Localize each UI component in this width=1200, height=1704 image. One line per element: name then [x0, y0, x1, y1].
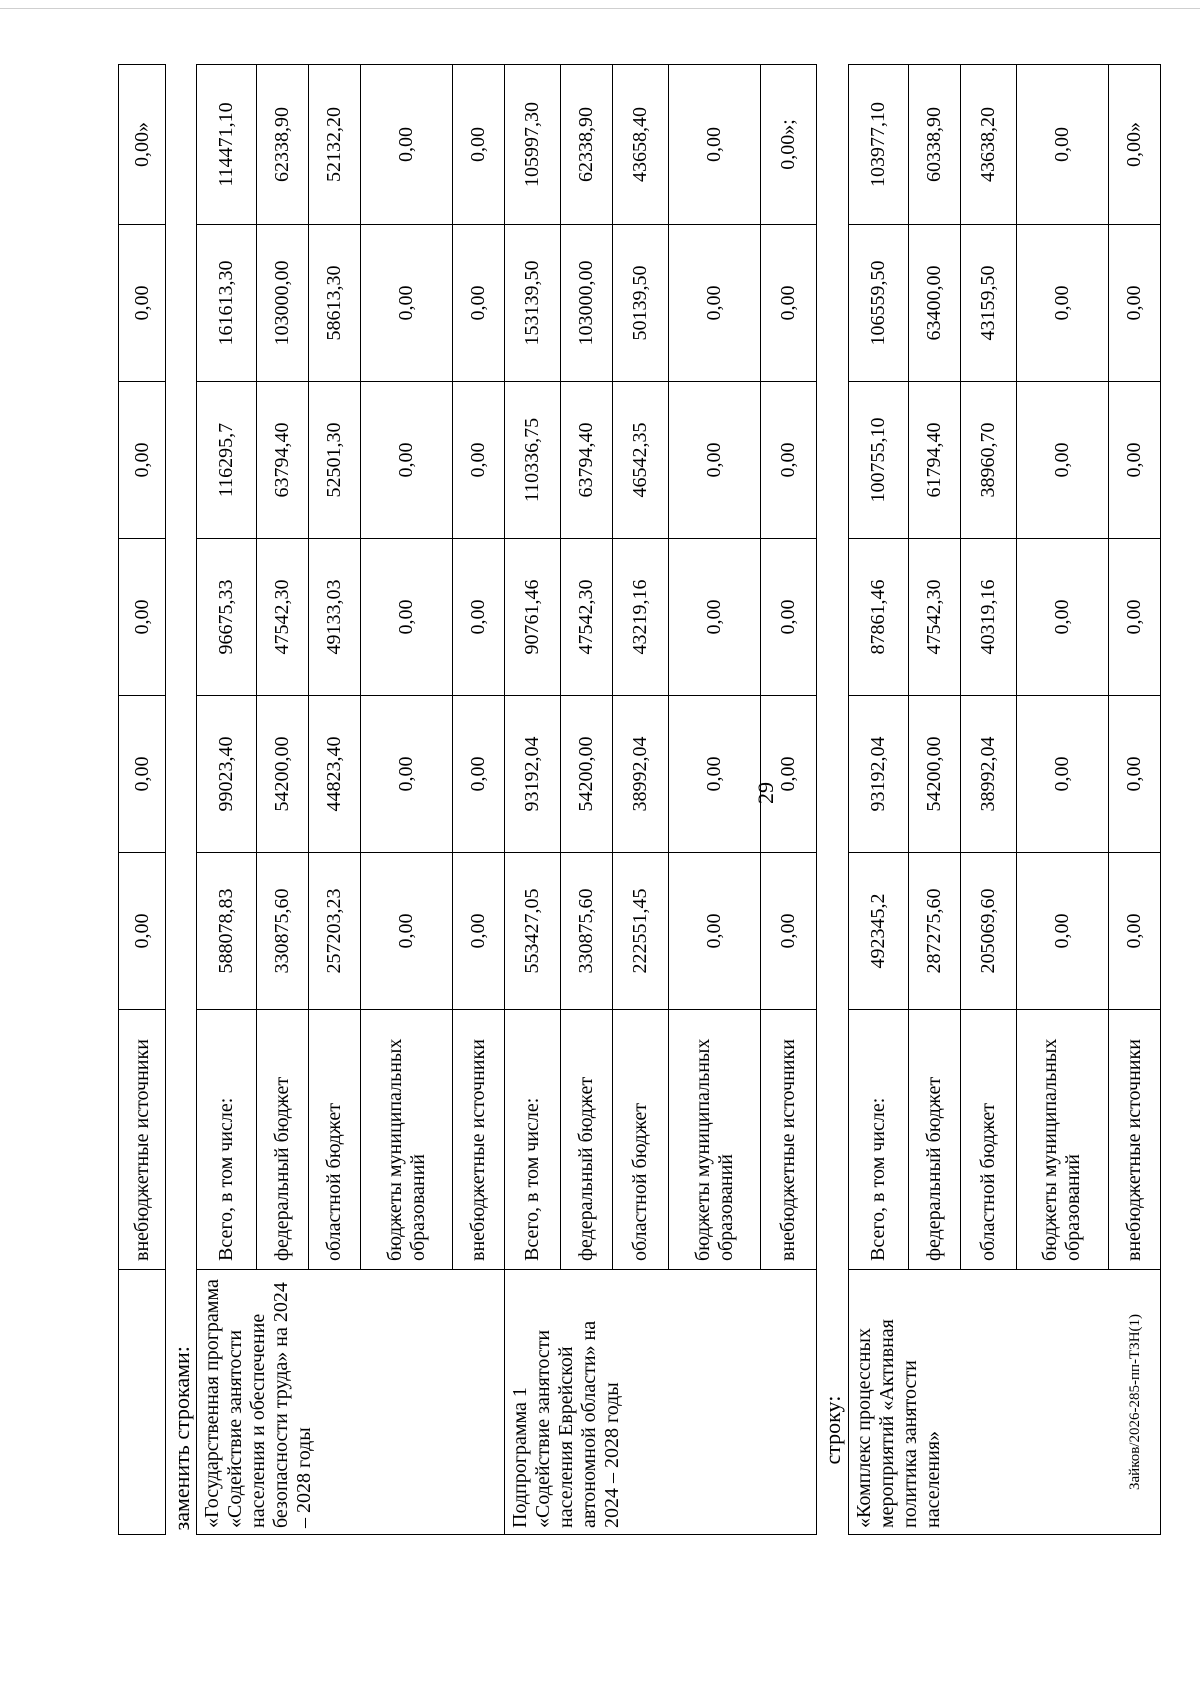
table-row: [848, 65, 908, 1535]
value-cell: 0,00: [453, 539, 505, 696]
value-cell: 43219,16: [613, 539, 669, 696]
value-cell: 0,00: [361, 696, 453, 853]
value-cell: 0,00: [669, 539, 761, 696]
value-cell: 287275,60: [908, 853, 960, 1010]
value-cell: 54200,00: [908, 696, 960, 853]
value-cell: 62338,90: [257, 65, 309, 225]
value-cell: 62338,90: [561, 65, 613, 225]
source-cell: бюджеты муниципальных образований: [669, 1010, 761, 1270]
value-cell: 0,00: [669, 225, 761, 382]
value-cell: 0,00: [453, 382, 505, 539]
source-cell: областной бюджет: [613, 1010, 669, 1270]
source-cell: областной бюджет: [309, 1010, 361, 1270]
value-cell: 103000,00: [257, 225, 309, 382]
source-cell: Всего, в том числе:: [848, 1010, 908, 1270]
source-cell: Всего, в том числе:: [505, 1010, 561, 1270]
value-cell: 63794,40: [257, 382, 309, 539]
value-cell: 0,00: [1108, 696, 1160, 853]
source-cell: федеральный бюджет: [257, 1010, 309, 1270]
value-cell: 0,00: [1108, 225, 1160, 382]
value-cell: 43658,40: [613, 65, 669, 225]
value-cell: 0,00: [361, 539, 453, 696]
value-cell: 0,00: [361, 65, 453, 225]
value-cell: 0,00: [361, 225, 453, 382]
value-cell: 114471,10: [197, 65, 257, 225]
value-cell: 47542,30: [257, 539, 309, 696]
value-cell: 0,00: [669, 696, 761, 853]
value-cell: 161613,30: [197, 225, 257, 382]
value-cell: 106559,50: [848, 225, 908, 382]
value-cell: 0,00: [453, 65, 505, 225]
value-cell: 0,00: [119, 382, 166, 539]
value-cell: 553427,05: [505, 853, 561, 1010]
value-cell: 0,00: [119, 853, 166, 1010]
value-cell: 0,00»: [119, 65, 166, 225]
value-cell: 43638,20: [960, 65, 1016, 225]
source-cell: внебюджетные источники: [761, 1010, 817, 1270]
value-cell: 0,00: [453, 853, 505, 1010]
value-cell: 0,00: [1108, 539, 1160, 696]
value-cell: 0,00: [761, 853, 817, 1010]
value-cell: 99023,40: [197, 696, 257, 853]
value-cell: 93192,04: [848, 696, 908, 853]
table-row: [505, 65, 561, 1535]
section-label: строку:: [820, 1395, 846, 1465]
table-row: [197, 65, 257, 1535]
section-label: заменить строками:: [169, 1346, 194, 1531]
value-cell: 52132,20: [309, 65, 361, 225]
value-cell: 54200,00: [561, 696, 613, 853]
value-cell: 588078,83: [197, 853, 257, 1010]
value-cell: 0,00: [669, 382, 761, 539]
source-cell: федеральный бюджет: [908, 1010, 960, 1270]
value-cell: 61794,40: [908, 382, 960, 539]
section-label-row: [166, 65, 197, 1535]
source-cell: бюджеты муниципальных образований: [361, 1010, 453, 1270]
financing-table: [118, 64, 1161, 1535]
value-cell: 103000,00: [561, 225, 613, 382]
source-cell: Всего, в том числе:: [197, 1010, 257, 1270]
value-cell: 63400,00: [908, 225, 960, 382]
value-cell: 103977,10: [848, 65, 908, 225]
value-cell: 492345,2: [848, 853, 908, 1010]
value-cell: 0,00: [1016, 225, 1108, 382]
footer-document-code: Зайков/2026-285-пп-ТЗН(1): [1127, 1313, 1143, 1490]
value-cell: 0,00: [119, 225, 166, 382]
value-cell: 60338,90: [908, 65, 960, 225]
source-cell: внебюджетные источники: [1108, 1010, 1160, 1270]
program-title-cell: «Государственная программа «Содействие занятости населения и обеспечение безопасности труда» на 2024 – 2028 годы: [197, 1270, 505, 1535]
value-cell: 63794,40: [561, 382, 613, 539]
source-cell: внебюджетные источники: [119, 1010, 166, 1270]
value-cell: 90761,46: [505, 539, 561, 696]
value-cell: 52501,30: [309, 382, 361, 539]
value-cell: 38992,04: [960, 696, 1016, 853]
value-cell: 0,00: [453, 696, 505, 853]
value-cell: 0,00: [361, 853, 453, 1010]
empty-cell: [119, 1270, 166, 1535]
value-cell: 38992,04: [613, 696, 669, 853]
value-cell: 0,00»;: [761, 65, 817, 225]
value-cell: 105997,30: [505, 65, 561, 225]
section-label-row: [817, 65, 848, 1535]
source-cell: бюджеты муниципальных образований: [1016, 1010, 1108, 1270]
top-border-line: [0, 8, 1200, 9]
value-cell: 110336,75: [505, 382, 561, 539]
value-cell: 153139,50: [505, 225, 561, 382]
value-cell: 0,00: [1016, 853, 1108, 1010]
value-cell: 116295,7: [197, 382, 257, 539]
value-cell: 0,00: [1016, 382, 1108, 539]
value-cell: 44823,40: [309, 696, 361, 853]
value-cell: 58613,30: [309, 225, 361, 382]
value-cell: 0,00: [669, 65, 761, 225]
value-cell: 93192,04: [505, 696, 561, 853]
value-cell: 0,00: [1108, 382, 1160, 539]
value-cell: 257203,23: [309, 853, 361, 1010]
value-cell: 0,00: [1016, 539, 1108, 696]
value-cell: 0,00: [669, 853, 761, 1010]
value-cell: 50139,50: [613, 225, 669, 382]
value-cell: 0,00: [361, 382, 453, 539]
source-cell: федеральный бюджет: [561, 1010, 613, 1270]
value-cell: 40319,16: [960, 539, 1016, 696]
value-cell: 330875,60: [561, 853, 613, 1010]
value-cell: 0,00: [1108, 853, 1160, 1010]
source-cell: областной бюджет: [960, 1010, 1016, 1270]
program-title-cell: Подпрограмма 1 «Содействие занятости населения Еврейской автономной области» на 2024 – 2028 годы: [505, 1270, 817, 1535]
value-cell: 43159,50: [960, 225, 1016, 382]
value-cell: 100755,10: [848, 382, 908, 539]
value-cell: 38960,70: [960, 382, 1016, 539]
value-cell: 54200,00: [257, 696, 309, 853]
value-cell: 0,00: [1016, 65, 1108, 225]
program-title-cell: «Комплекс процессных мероприятий «Активная политика занятости населения»: [848, 1270, 1160, 1535]
value-cell: 330875,60: [257, 853, 309, 1010]
value-cell: 222551,45: [613, 853, 669, 1010]
value-cell: 0,00: [761, 539, 817, 696]
value-cell: 0,00: [761, 382, 817, 539]
value-cell: 0,00: [761, 225, 817, 382]
value-cell: 0,00: [119, 696, 166, 853]
value-cell: 49133,03: [309, 539, 361, 696]
value-cell: 96675,33: [197, 539, 257, 696]
value-cell: 87861,46: [848, 539, 908, 696]
value-cell: 0,00: [1016, 696, 1108, 853]
value-cell: 47542,30: [561, 539, 613, 696]
value-cell: 205069,60: [960, 853, 1016, 1010]
source-cell: внебюджетные источники: [453, 1010, 505, 1270]
value-cell: 0,00: [119, 539, 166, 696]
value-cell: 47542,30: [908, 539, 960, 696]
value-cell: 46542,35: [613, 382, 669, 539]
value-cell: 0,00: [761, 696, 817, 853]
value-cell: 0,00: [453, 225, 505, 382]
page-number: 29: [753, 782, 778, 804]
value-cell: 0,00»: [1108, 65, 1160, 225]
table-row: [119, 65, 166, 1535]
